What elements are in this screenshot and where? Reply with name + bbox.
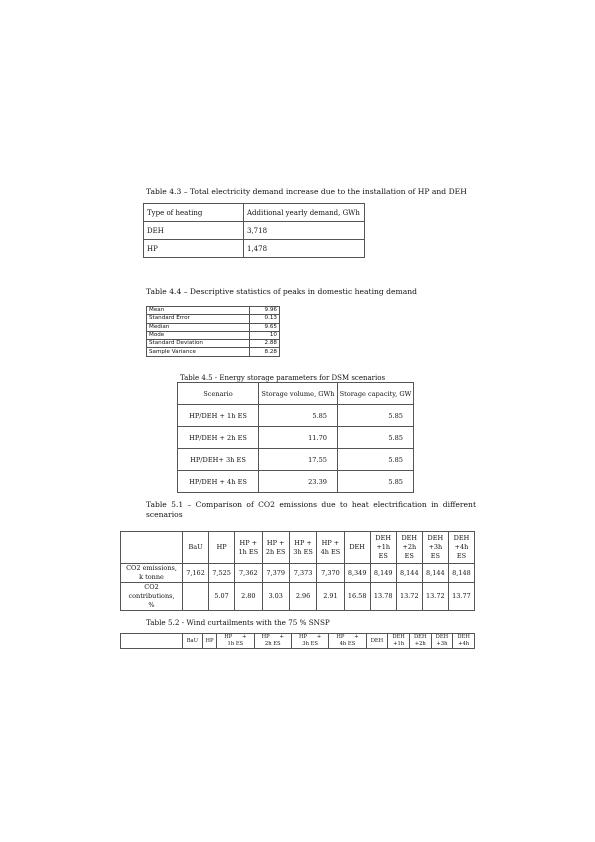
table-cell: 5.85 (338, 427, 414, 449)
table-row (147, 340, 280, 348)
header-text: HP + 2h ES (261, 634, 284, 647)
table-cell: 5.85 (259, 405, 338, 427)
table-cell: 2.80 (235, 583, 262, 611)
table-row (147, 348, 280, 356)
header-text: HP + 4h ES (320, 538, 341, 556)
table-row (121, 564, 475, 583)
table-cell: 23.39 (259, 471, 338, 493)
table-row (144, 204, 365, 222)
table-cell: 7,373 (289, 564, 316, 583)
table-row (147, 323, 280, 331)
table-header-cell: Type of heating (144, 204, 244, 222)
header-text: HP + 2h ES (265, 538, 286, 556)
header-text: DEH +3h ES (427, 534, 444, 560)
table-cell: Median (147, 323, 250, 331)
table-cell: 11.70 (259, 427, 338, 449)
table-header-cell: Scenario (178, 383, 259, 405)
header-text: DEH +1h (392, 634, 405, 647)
table-cell: HP (144, 240, 244, 258)
table-header-cell (202, 634, 216, 649)
header-text: DEH +2h (414, 634, 427, 647)
table-4-3 (143, 203, 365, 258)
table-header-cell (422, 532, 448, 564)
header-text: HP + 3h ES (298, 634, 322, 647)
header-text: DEH (349, 543, 365, 551)
table-5-1-caption (146, 500, 476, 520)
table-cell: HP/DEH + 2h ES (178, 427, 259, 449)
header-text: BaU (188, 543, 203, 551)
table-cell: HP/DEH + 4h ES (178, 471, 259, 493)
table-row (121, 583, 475, 611)
table-header-cell (370, 532, 396, 564)
header-text: BaU (186, 637, 198, 644)
table-header-cell (209, 532, 235, 564)
table-header-cell (366, 634, 388, 649)
header-text: HP + 4h ES (336, 634, 359, 647)
table-row (178, 427, 414, 449)
table-header-cell (329, 634, 366, 649)
table-row (147, 307, 280, 315)
table-cell: Sample Variance (147, 348, 250, 356)
table-row-label (121, 583, 183, 611)
table-cell: HP/DEH + 1h ES (178, 405, 259, 427)
table-header-cell (289, 532, 316, 564)
table-row (178, 405, 414, 427)
table-header-cell: Storage capacity, GW (338, 383, 414, 405)
table-cell: 8,349 (344, 564, 370, 583)
table-4-4 (146, 306, 280, 357)
table-cell: 13.77 (448, 583, 474, 611)
caption-line: scenarios (146, 510, 183, 519)
table-5-2-caption: Table 5.2 - Wind curtailments with the 75 % SNSP (146, 618, 330, 627)
table-corner-cell (121, 532, 183, 564)
header-text: HP + 1h ES (224, 634, 247, 647)
table-cell: 3,718 (244, 222, 365, 240)
table-cell: 8,144 (422, 564, 448, 583)
table-cell: Mode (147, 331, 250, 339)
table-header-cell (317, 532, 344, 564)
table-cell: 2.91 (317, 583, 344, 611)
table-row-label (121, 564, 183, 583)
table-cell: 13.72 (396, 583, 422, 611)
table-cell: 7,379 (262, 564, 289, 583)
table-header-cell (453, 634, 475, 649)
table-cell: Standard Deviation (147, 340, 250, 348)
table-cell: 8.28 (249, 348, 279, 356)
table-header-cell (183, 634, 203, 649)
table-cell: 7,162 (183, 564, 209, 583)
header-text: HP (205, 637, 214, 644)
header-text: DEH +4h (457, 634, 470, 647)
table-header-cell (235, 532, 262, 564)
table-header-cell (344, 532, 370, 564)
header-text: HP (216, 543, 227, 551)
table-cell: 17.55 (259, 449, 338, 471)
table-row (178, 471, 414, 493)
table-header-cell (262, 532, 289, 564)
table-5-2 (120, 633, 475, 649)
table-cell: 13.78 (370, 583, 396, 611)
table-cell: 8,144 (396, 564, 422, 583)
row-label-text: CO2 emissions, k tonne (126, 564, 177, 581)
table-header-cell (396, 532, 422, 564)
table-cell: Standard Error (147, 315, 250, 323)
header-text: DEH (370, 637, 384, 644)
table-row (144, 240, 365, 258)
table-cell: DEH (144, 222, 244, 240)
table-cell: 3.03 (262, 583, 289, 611)
table-header-cell: Additional yearly demand, GWh (244, 204, 365, 222)
table-row (178, 449, 414, 471)
header-text: DEH +4h ES (453, 534, 470, 560)
table-corner-cell (121, 634, 183, 649)
table-cell: 7,525 (209, 564, 235, 583)
table-cell: HP/DEH+ 3h ES (178, 449, 259, 471)
table-header-cell (409, 634, 431, 649)
table-cell: 2.96 (289, 583, 316, 611)
caption-line: Table 5.1 – Comparison of CO2 emissions due to heat electrification in different (146, 500, 476, 509)
table-4-5-caption: Table 4.5 - Energy storage parameters for DSM scenarios (180, 374, 386, 382)
table-cell: Mean (147, 307, 250, 315)
table-row (147, 331, 280, 339)
table-row (121, 532, 475, 564)
table-cell: 7,370 (317, 564, 344, 583)
header-text: DEH +1h ES (375, 534, 392, 560)
table-cell (183, 583, 209, 611)
header-text: HP + 3h ES (293, 538, 313, 556)
table-4-3-caption: Table 4.3 – Total electricity demand increase due to the installation of HP and DEH (146, 187, 467, 196)
table-cell: 0.13 (249, 315, 279, 323)
table-cell: 13.72 (422, 583, 448, 611)
table-4-5 (177, 382, 414, 493)
table-header-cell: Storage volume, GWh (259, 383, 338, 405)
table-header-cell (254, 634, 291, 649)
table-cell: 5.85 (338, 449, 414, 471)
row-label-text: CO2 contributions, % (128, 583, 175, 609)
table-cell: 2.88 (249, 340, 279, 348)
header-text: DEH +3h (435, 634, 449, 647)
table-header-cell (291, 634, 328, 649)
table-5-1 (120, 531, 475, 611)
table-row (121, 634, 475, 649)
table-cell: 16.58 (344, 583, 370, 611)
table-row (178, 383, 414, 405)
table-header-cell (183, 532, 209, 564)
table-cell: 8,148 (448, 564, 474, 583)
table-header-cell (431, 634, 453, 649)
table-cell: 5.85 (338, 405, 414, 427)
table-cell: 1,478 (244, 240, 365, 258)
table-cell: 8,149 (370, 564, 396, 583)
table-cell: 10 (249, 331, 279, 339)
table-cell: 9.65 (249, 323, 279, 331)
table-cell: 5.85 (338, 471, 414, 493)
table-cell: 9.96 (249, 307, 279, 315)
table-cell: 7,362 (235, 564, 262, 583)
table-header-cell (388, 634, 410, 649)
table-row (147, 315, 280, 323)
header-text: HP + 1h ES (238, 538, 259, 556)
table-header-cell (217, 634, 254, 649)
header-text: DEH +2h ES (401, 534, 418, 560)
table-row (144, 222, 365, 240)
table-cell: 5.07 (209, 583, 235, 611)
table-header-cell (448, 532, 474, 564)
table-4-4-caption: Table 4.4 – Descriptive statistics of peaks in domestic heating demand (146, 287, 418, 296)
